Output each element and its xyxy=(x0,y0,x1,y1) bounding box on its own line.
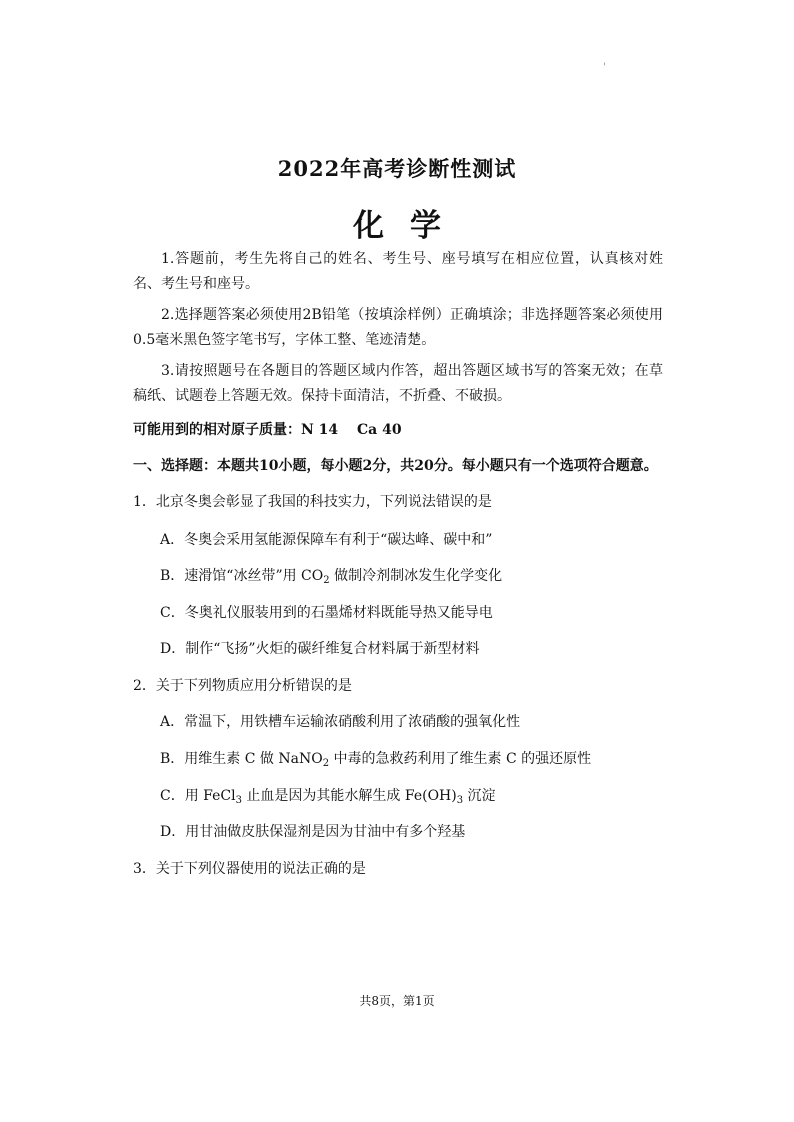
subject-title: 化学 xyxy=(353,208,467,244)
question-2-stem: 2．关于下列物质应用分析错误的是 xyxy=(133,678,352,694)
page-footer: 共8页，第1页 xyxy=(359,994,435,1008)
question-2-option-d: D．用甘油做皮肤保湿剂是因为甘油中有多个羟基 xyxy=(160,824,466,840)
corner-mark: ' xyxy=(603,62,606,73)
section-1-heading: 一、选择题：本题共10小题，每小题2分，共20分。每小题只有一个选项符合题意。 xyxy=(133,458,658,474)
instruction-2: 2.选择题答案必须使用2B铅笔（按填涂样例）正确填涂；非选择题答案必须使用0.5毫米黑色签字笔书写，字体工整、笔迹清楚。 xyxy=(133,307,663,348)
question-2-option-b: B．用维生素 C 做 NaNO$_2$ 中毒的急救药利用了维生素 C 的强还原性 xyxy=(160,751,592,769)
question-1-option-c: C．冬奥礼仪服装用到的石墨烯材料既能导热又能导电 xyxy=(160,605,493,621)
question-1-stem: 1．北京冬奥会彰显了我国的科技实力，下列说法错误的是 xyxy=(133,494,492,510)
exam-title: 2022年高考诊断性测试 xyxy=(277,156,517,181)
question-2-option-a: A．常温下，用铁槽车运输浓硝酸利用了浓硝酸的强氧化性 xyxy=(160,714,521,730)
instruction-1: 1.答题前，考生先将自己的姓名、考生号、座号填写在相应位置，认真核对姓名、考生号和座号。 xyxy=(133,251,663,292)
instruction-3: 3.请按照题号在各题目的答题区域内作答，超出答题区域书写的答案无效；在草稿纸、试题卷上答题无效。保持卡面清洁，不折叠、不破损。 xyxy=(133,363,663,404)
question-1-option-d: D．制作“飞扬”火炬的碳纤维复合材料属于新型材料 xyxy=(160,641,480,657)
question-3-stem: 3．关于下列仪器使用的说法正确的是 xyxy=(133,861,366,877)
question-1-option-a: A．冬奥会采用氢能源保障车有利于“碳达峰、碳中和” xyxy=(160,532,493,548)
atomic-mass-note: 可能用到的相对原子质量：N 14 Ca 40 xyxy=(133,422,402,438)
question-2-option-c: C．用 FeCl$_3$ 止血是因为其能水解生成 $Fe(OH)_3$ 沉淀 xyxy=(160,788,496,806)
question-1-option-b: B．速滑馆“冰丝带”用 $CO_2$ 做制冷剂制冰发生化学变化 xyxy=(160,568,503,586)
